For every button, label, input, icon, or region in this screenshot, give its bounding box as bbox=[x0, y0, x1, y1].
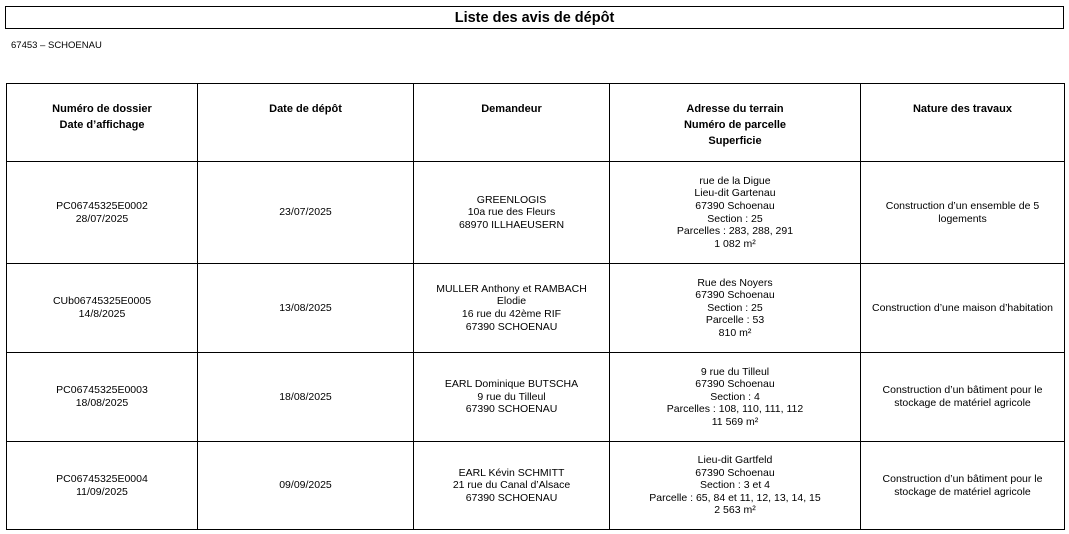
avis-table bbox=[6, 83, 1065, 530]
affichage-date: 14/8/2025 bbox=[78, 308, 126, 320]
adresse-line: 67390 Schoenau bbox=[695, 466, 775, 479]
nature-line: Construction d’un bâtiment pour le bbox=[882, 384, 1043, 397]
cell-demandeur bbox=[414, 264, 610, 353]
adresse-line: 67390 Schoenau bbox=[695, 378, 775, 391]
cell-depot bbox=[198, 353, 414, 442]
demandeur-line: GREENLOGIS bbox=[476, 193, 547, 206]
demandeur-line: EARL Kévin SCHMITT bbox=[458, 466, 565, 479]
demandeur-line: EARL Dominique BUTSCHA bbox=[444, 378, 579, 391]
header-line: Demandeur bbox=[481, 103, 542, 115]
adresse-line: Parcelle : 65, 84 et 11, 12, 13, 14, 15 bbox=[649, 491, 821, 504]
depot-date: 09/09/2025 bbox=[279, 479, 332, 492]
cell-adresse bbox=[610, 264, 861, 353]
adresse-line: 2 563 m² bbox=[714, 504, 756, 517]
cell-nature bbox=[861, 353, 1065, 442]
affichage-date: 11/09/2025 bbox=[76, 485, 128, 498]
cell-nature bbox=[861, 162, 1065, 264]
cell-adresse bbox=[610, 442, 861, 530]
nature-line: Construction d’un ensemble de 5 bbox=[885, 199, 1040, 212]
cell-depot bbox=[198, 442, 414, 530]
nature-line: stockage de matériel agricole bbox=[894, 397, 1031, 409]
cell-nature bbox=[861, 264, 1065, 353]
adresse-line: Lieu-dit Gartenau bbox=[694, 187, 776, 200]
cell-depot bbox=[198, 264, 414, 353]
adresse-line: Section : 25 bbox=[707, 301, 763, 314]
dossier-number: PC06745325E0004 bbox=[56, 472, 148, 485]
adresse-line: rue de la Digue bbox=[699, 174, 771, 187]
adresse-line: Parcelle : 53 bbox=[705, 314, 765, 327]
page-title: Liste des avis de dépôt bbox=[5, 6, 1064, 29]
demandeur-line: 9 rue du Tilleul bbox=[477, 390, 546, 403]
cell-nature bbox=[861, 442, 1065, 530]
header-depot bbox=[198, 84, 414, 162]
adresse-line: Section : 3 et 4 bbox=[699, 479, 771, 492]
adresse-line: 9 rue du Tilleul bbox=[700, 365, 770, 378]
demandeur-line: 10a rue des Fleurs bbox=[467, 206, 556, 219]
cell-adresse bbox=[610, 353, 861, 442]
commune-label: 67453 – SCHOENAU bbox=[11, 40, 102, 51]
dossier-number: PC06745325E0002 bbox=[56, 199, 148, 212]
depot-date: 13/08/2025 bbox=[279, 301, 332, 314]
adresse-line: 810 m² bbox=[718, 326, 752, 339]
header-line: Date de dépôt bbox=[269, 103, 342, 115]
adresse-line: Section : 4 bbox=[710, 390, 760, 403]
demandeur-line: Elodie bbox=[496, 295, 527, 308]
adresse-line: 1 082 m² bbox=[714, 237, 756, 250]
cell-dossier bbox=[7, 353, 198, 442]
table-row bbox=[7, 162, 1065, 264]
adresse-line: Section : 25 bbox=[707, 212, 763, 225]
cell-dossier bbox=[7, 162, 198, 264]
cell-adresse bbox=[610, 162, 861, 264]
adresse-line: 11 569 m² bbox=[711, 415, 759, 428]
adresse-line: 67390 Schoenau bbox=[695, 289, 775, 302]
header-adresse bbox=[610, 84, 861, 162]
affichage-date: 18/08/2025 bbox=[75, 397, 129, 409]
nature-line: Construction d’un bâtiment pour le bbox=[882, 472, 1043, 485]
nature-line: stockage de matériel agricole bbox=[894, 485, 1031, 498]
header-dossier bbox=[7, 84, 198, 162]
nature-line: Construction d’une maison d’habitation bbox=[872, 301, 1053, 314]
table-row bbox=[7, 442, 1065, 530]
cell-dossier bbox=[7, 264, 198, 353]
depot-date: 23/07/2025 bbox=[279, 206, 332, 219]
cell-dossier bbox=[7, 442, 198, 530]
cell-depot bbox=[198, 162, 414, 264]
adresse-line: Parcelles : 108, 110, 111, 112 bbox=[666, 403, 804, 416]
demandeur-line: 68970 ILLHAEUSERN bbox=[458, 218, 565, 231]
demandeur-line: 16 rue du 42ème RIF bbox=[461, 308, 562, 320]
table-row bbox=[7, 264, 1065, 353]
header-line: Numéro de dossier bbox=[52, 103, 152, 115]
header-line: Superficie bbox=[708, 135, 762, 147]
cell-demandeur bbox=[414, 162, 610, 264]
demandeur-line: 67390 SCHOENAU bbox=[465, 491, 558, 504]
dossier-number: CUb06745325E0005 bbox=[52, 295, 152, 308]
cell-demandeur bbox=[414, 353, 610, 442]
header-demandeur bbox=[414, 84, 610, 162]
dossier-number: PC06745325E0003 bbox=[56, 384, 148, 397]
header-line: Numéro de parcelle bbox=[683, 119, 787, 131]
cell-demandeur bbox=[414, 442, 610, 530]
adresse-line: 67390 Schoenau bbox=[695, 199, 775, 212]
header-nature bbox=[861, 84, 1065, 162]
table-header-row bbox=[7, 84, 1065, 162]
demandeur-line: 67390 SCHOENAU bbox=[465, 320, 558, 333]
header-line: Adresse du terrain bbox=[686, 103, 784, 115]
header-line: Date d’affichage bbox=[59, 119, 145, 131]
nature-line: logements bbox=[938, 212, 987, 225]
depot-date: 18/08/2025 bbox=[279, 390, 332, 403]
affichage-date: 28/07/2025 bbox=[75, 212, 129, 225]
header-line: Nature des travaux bbox=[912, 103, 1013, 115]
adresse-line: Parcelles : 283, 288, 291 bbox=[676, 225, 794, 238]
adresse-line: Rue des Noyers bbox=[697, 276, 773, 289]
demandeur-line: 67390 SCHOENAU bbox=[465, 403, 558, 416]
demandeur-line: 21 rue du Canal d’Alsace bbox=[452, 479, 571, 492]
demandeur-line: MULLER Anthony et RAMBACH bbox=[436, 282, 587, 295]
adresse-line: Lieu-dit Gartfeld bbox=[697, 454, 773, 467]
table-row bbox=[7, 353, 1065, 442]
